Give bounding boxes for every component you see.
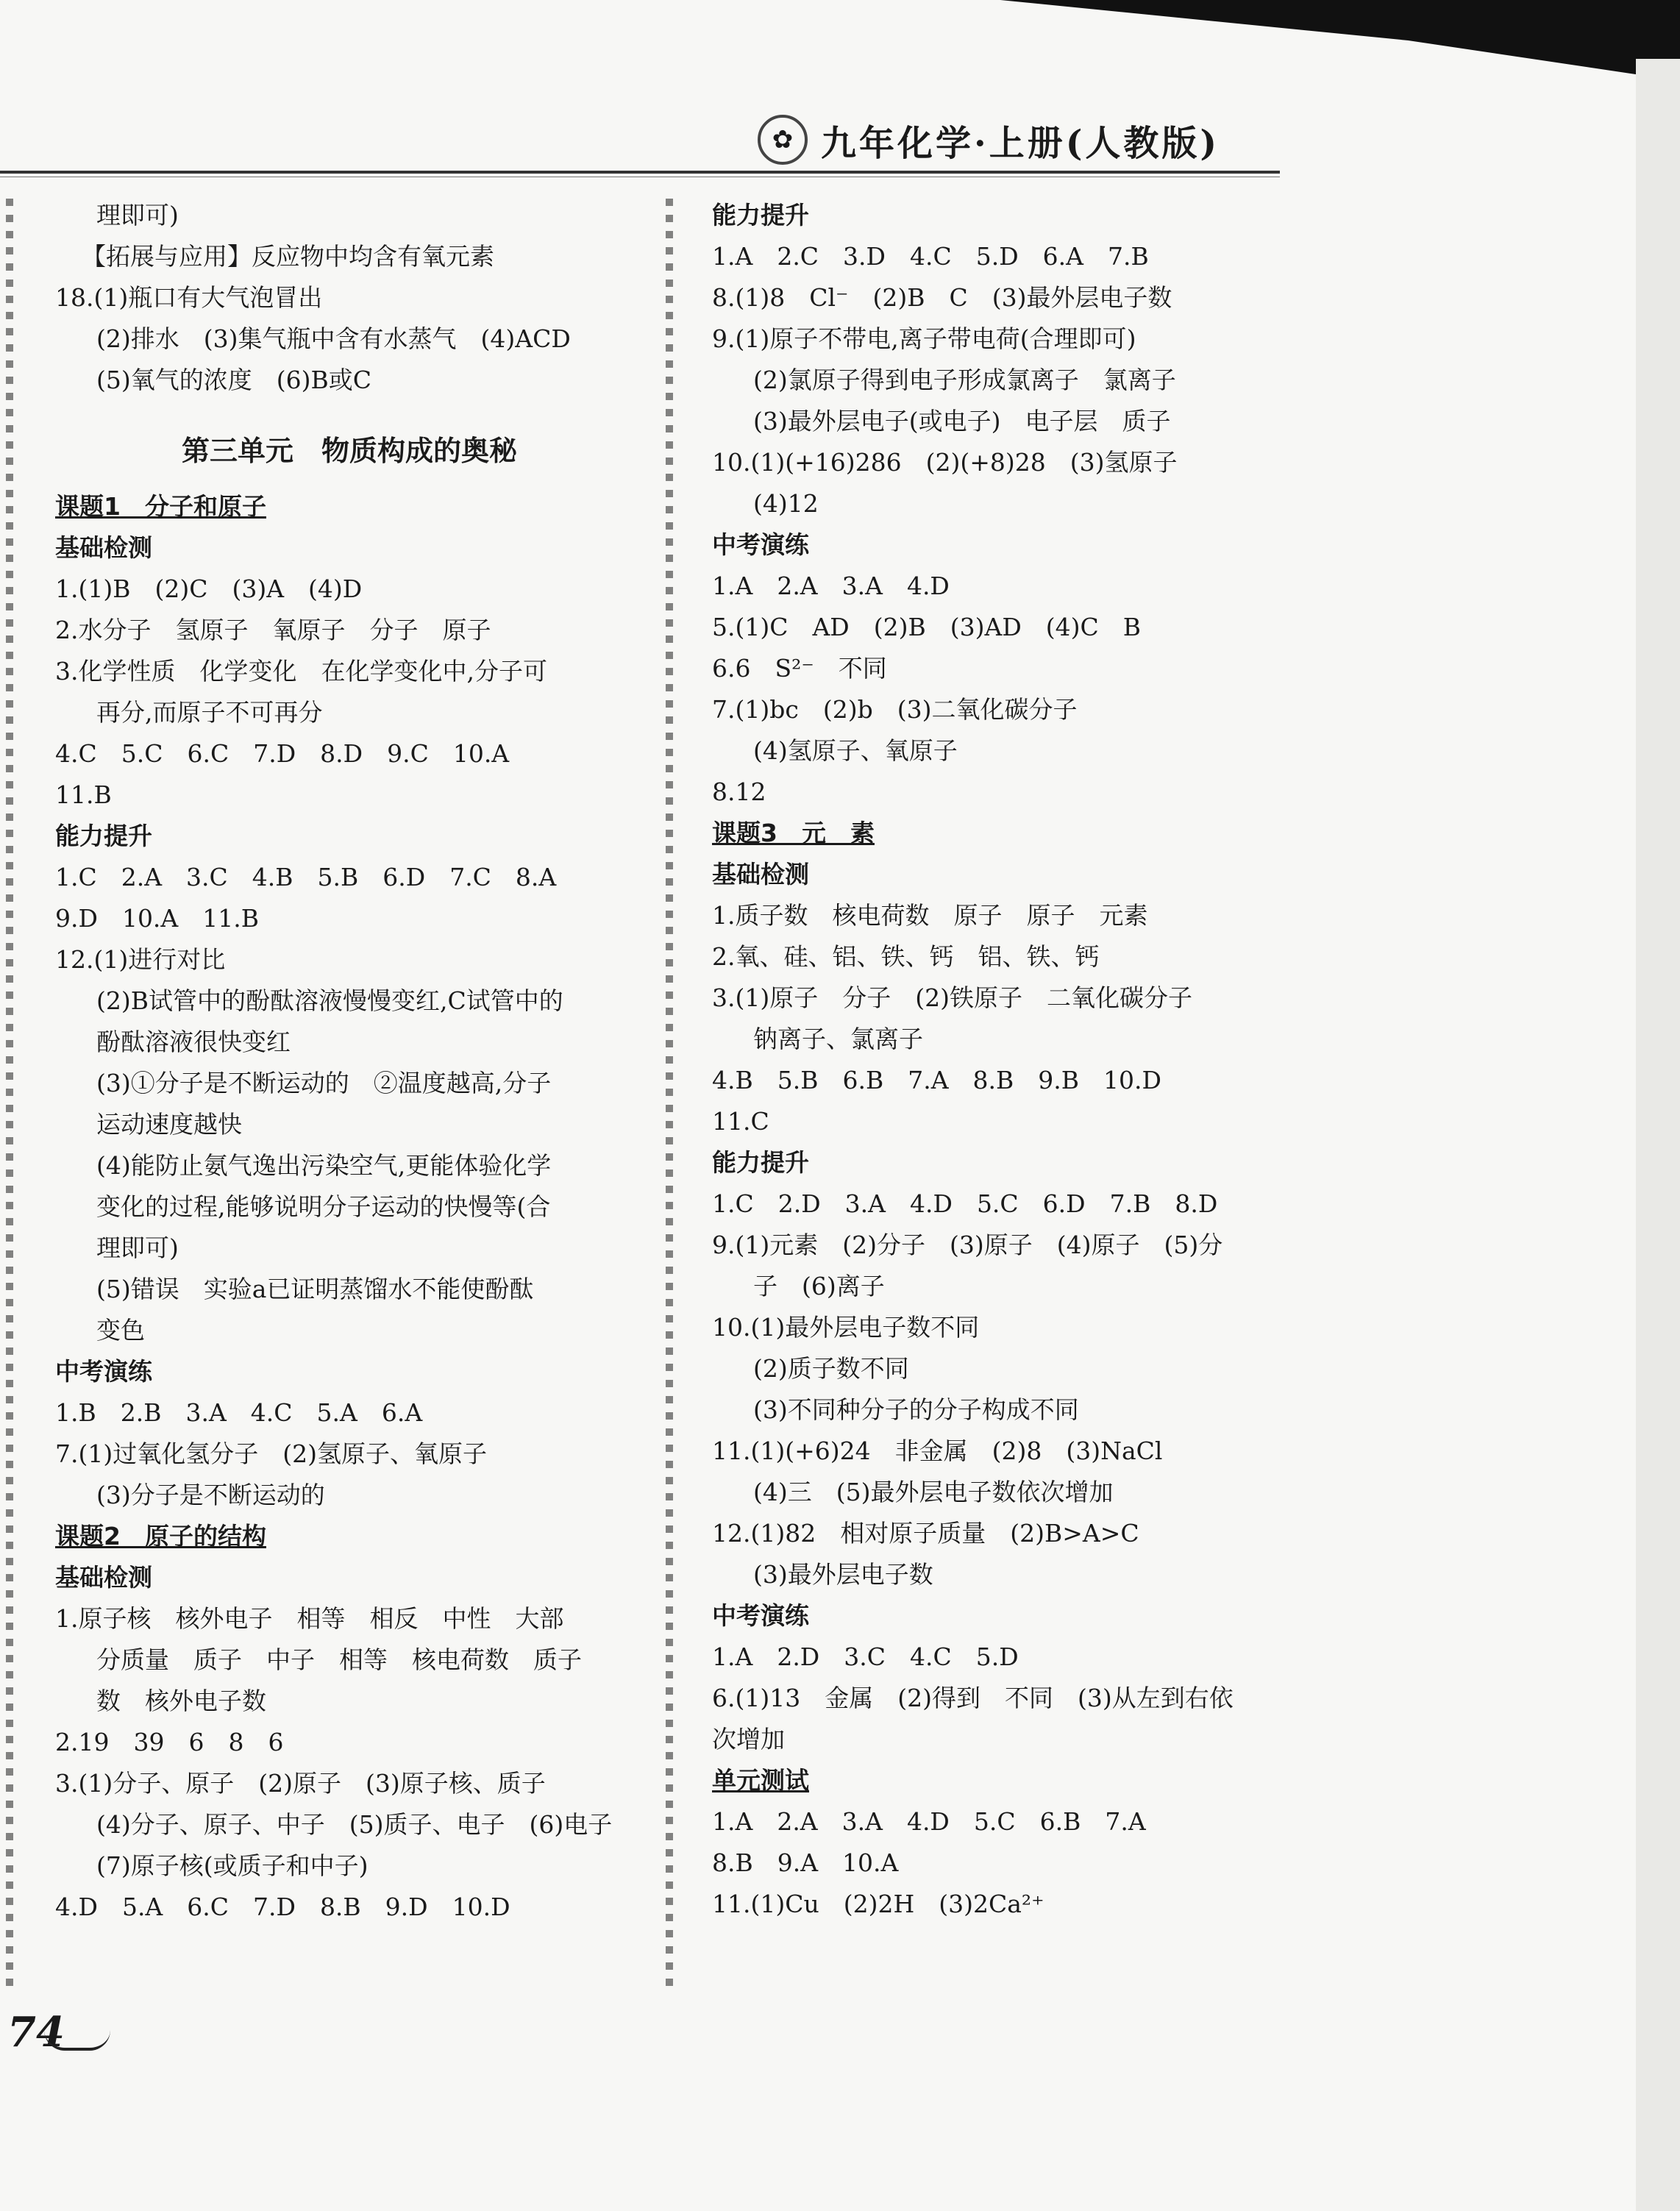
section-heading: 课题2 原子的结构 [55,1522,266,1550]
answer-line: (2)氯原子得到电子形成氯离子 氯离子 [753,366,1176,394]
answer-line: 8.(1)8 Cl⁻ (2)B C (3)最外层电子数 [712,283,1172,312]
header-rule [0,171,1280,174]
answer-line: 2.19 39 6 8 6 [55,1728,284,1756]
answer-line: 10.(1)(+16)286 (2)(+8)28 (3)氢原子 [712,448,1178,477]
answer-line: (3)最外层电子数 [753,1560,933,1589]
answer-line: 数 核外电子数 [96,1687,266,1715]
answer-line: 6.6 S²⁻ 不同 [712,654,887,683]
answer-line: 1.原子核 核外电子 相等 相反 中性 大部 [55,1604,564,1633]
answer-line: 8.12 [712,777,766,806]
answer-line: 11.(1)(+6)24 非金属 (2)8 (3)NaCl [712,1436,1163,1465]
answer-line: 钠离子、氯离子 [753,1025,923,1053]
section-heading: 中考演练 [712,530,809,559]
answer-line: (2)排水 (3)集气瓶中含有水蒸气 (4)ACD [96,324,571,353]
section-heading: 能力提升 [55,822,152,850]
answer-line: 1.A 2.A 3.A 4.D [712,572,950,600]
answer-line: 2.水分子 氢原子 氧原子 分子 原子 [55,616,491,644]
answer-line: 1.C 2.D 3.A 4.D 5.C 6.D 7.B 8.D [712,1189,1218,1218]
section-heading: 能力提升 [712,1148,809,1177]
section-heading: 基础检测 [55,1563,152,1592]
section-heading: 能力提升 [712,201,809,229]
answer-line: 1.A 2.A 3.A 4.D 5.C 6.B 7.A [712,1807,1146,1836]
answer-line: 5.(1)C AD (2)B (3)AD (4)C B [712,613,1142,641]
answer-line: 18.(1)瓶口有大气泡冒出 [55,283,323,312]
answer-line: 3.(1)分子、原子 (2)原子 (3)原子核、质子 [55,1769,546,1798]
section-heading: 课题1 分子和原子 [55,492,266,521]
left-border [6,199,13,1986]
answer-line: 1.质子数 核电荷数 原子 原子 元素 [712,901,1148,930]
answer-line: 分质量 质子 中子 相等 核电荷数 质子 [96,1645,582,1674]
answer-line: 11.C [712,1107,769,1136]
answer-line: 7.(1)bc (2)b (3)二氧化碳分子 [712,695,1078,724]
answer-line: 再分,而原子不可再分 [96,698,323,727]
right-column [712,195,1315,1925]
unit-title: 第三单元 物质构成的奥秘 [181,435,517,467]
answer-line: 酚酞溶液很快变红 [96,1028,291,1056]
answer-line: 12.(1)进行对比 [55,945,226,974]
section-heading: 中考演练 [712,1601,809,1630]
answer-line: 子 (6)离子 [753,1272,885,1300]
answer-line: 1.B 2.B 3.A 4.C 5.A 6.A [55,1398,423,1427]
answer-line: (2)质子数不同 [753,1354,909,1383]
answer-line: 9.(1)元素 (2)分子 (3)原子 (4)原子 (5)分 [712,1231,1223,1259]
answer-line: (4)三 (5)最外层电子数依次增加 [753,1478,1114,1506]
answer-line: 9.(1)原子不带电,离子带电荷(合理即可) [712,324,1136,353]
answer-line: 6.(1)13 金属 (2)得到 不同 (3)从左到右依 [712,1684,1234,1712]
answer-line: (7)原子核(或质子和中子) [96,1851,369,1880]
answer-line: 理即可) [96,201,179,229]
answer-line: (3)分子是不断运动的 [96,1481,325,1509]
answer-line: (4)氢原子、氧原子 [753,736,958,765]
answer-line: 12.(1)82 相对原子质量 (2)B>A>C [712,1519,1139,1548]
section-heading: 基础检测 [55,533,152,562]
left-column [55,195,644,1928]
answer-line: 4.C 5.C 6.C 7.D 8.D 9.C 10.A [55,739,510,768]
answer-line: (3)①分子是不断运动的 ②温度越高,分子 [96,1069,552,1097]
section-heading: 基础检测 [712,860,809,889]
answer-line: 8.B 9.A 10.A [712,1848,899,1877]
answer-line: (2)B试管中的酚酞溶液慢慢变红,C试管中的 [96,986,563,1015]
answer-line: 理即可) [96,1233,179,1262]
answer-line: 4.D 5.A 6.C 7.D 8.B 9.D 10.D [55,1893,510,1921]
answer-line: 3.化学性质 化学变化 在化学变化中,分子可 [55,657,547,686]
page-number: 74 [7,2008,65,2057]
answer-line: 11.(1)Cu (2)2H (3)2Ca²⁺ [712,1890,1044,1918]
answer-line: (4)能防止氨气逸出污染空气,更能体验化学 [96,1151,552,1180]
flower-icon: ✿ [758,115,808,165]
section-heading: 单元测试 [712,1766,809,1795]
page-edge [1636,59,1680,2211]
answer-line: 2.氧、硅、铝、铁、钙 铝、铁、钙 [712,942,1100,971]
answer-line: 运动速度越快 [96,1110,242,1139]
column-divider [666,199,673,1986]
answer-line: 1.(1)B (2)C (3)A (4)D [55,574,363,603]
answer-line: 变化的过程,能够说明分子运动的快慢等(合 [96,1192,551,1221]
answer-line: (3)不同种分子的分子构成不同 [753,1395,1079,1424]
leaf-ornament [44,2030,110,2051]
answer-line: (5)错误 实验a已证明蒸馏水不能使酚酞 [96,1275,534,1303]
answer-line: 4.B 5.B 6.B 7.A 8.B 9.B 10.D [712,1066,1161,1094]
answer-line: (3)最外层电子(或电子) 电子层 质子 [753,407,1171,435]
answer-line: 7.(1)过氧化氢分子 (2)氢原子、氧原子 [55,1439,487,1468]
answer-line: 3.(1)原子 分子 (2)铁原子 二氧化碳分子 [712,983,1192,1012]
answer-line: 1.A 2.C 3.D 4.C 5.D 6.A 7.B [712,242,1149,271]
answer-line: 【拓展与应用】反应物中均含有氧元素 [82,242,494,271]
answer-line: 10.(1)最外层电子数不同 [712,1313,980,1342]
section-heading: 课题3 元 素 [712,819,875,847]
answer-line: 9.D 10.A 11.B [55,904,259,933]
book-title: 九年化学·上册(人教版) [821,122,1220,164]
scan-shadow [1000,0,1680,81]
answer-line: (5)氧气的浓度 (6)B或C [96,366,371,394]
page-header [758,110,1220,169]
answer-line: 1.A 2.D 3.C 4.C 5.D [712,1642,1019,1671]
answer-line: (4)分子、原子、中子 (5)质子、电子 (6)电子 [96,1810,613,1839]
answer-line: 1.C 2.A 3.C 4.B 5.B 6.D 7.C 8.A [55,863,557,891]
answer-line: 11.B [55,780,112,809]
answer-line: (4)12 [753,489,819,518]
answer-line: 变色 [96,1316,145,1345]
section-heading: 中考演练 [55,1357,152,1386]
answer-line: 次增加 [712,1725,785,1754]
